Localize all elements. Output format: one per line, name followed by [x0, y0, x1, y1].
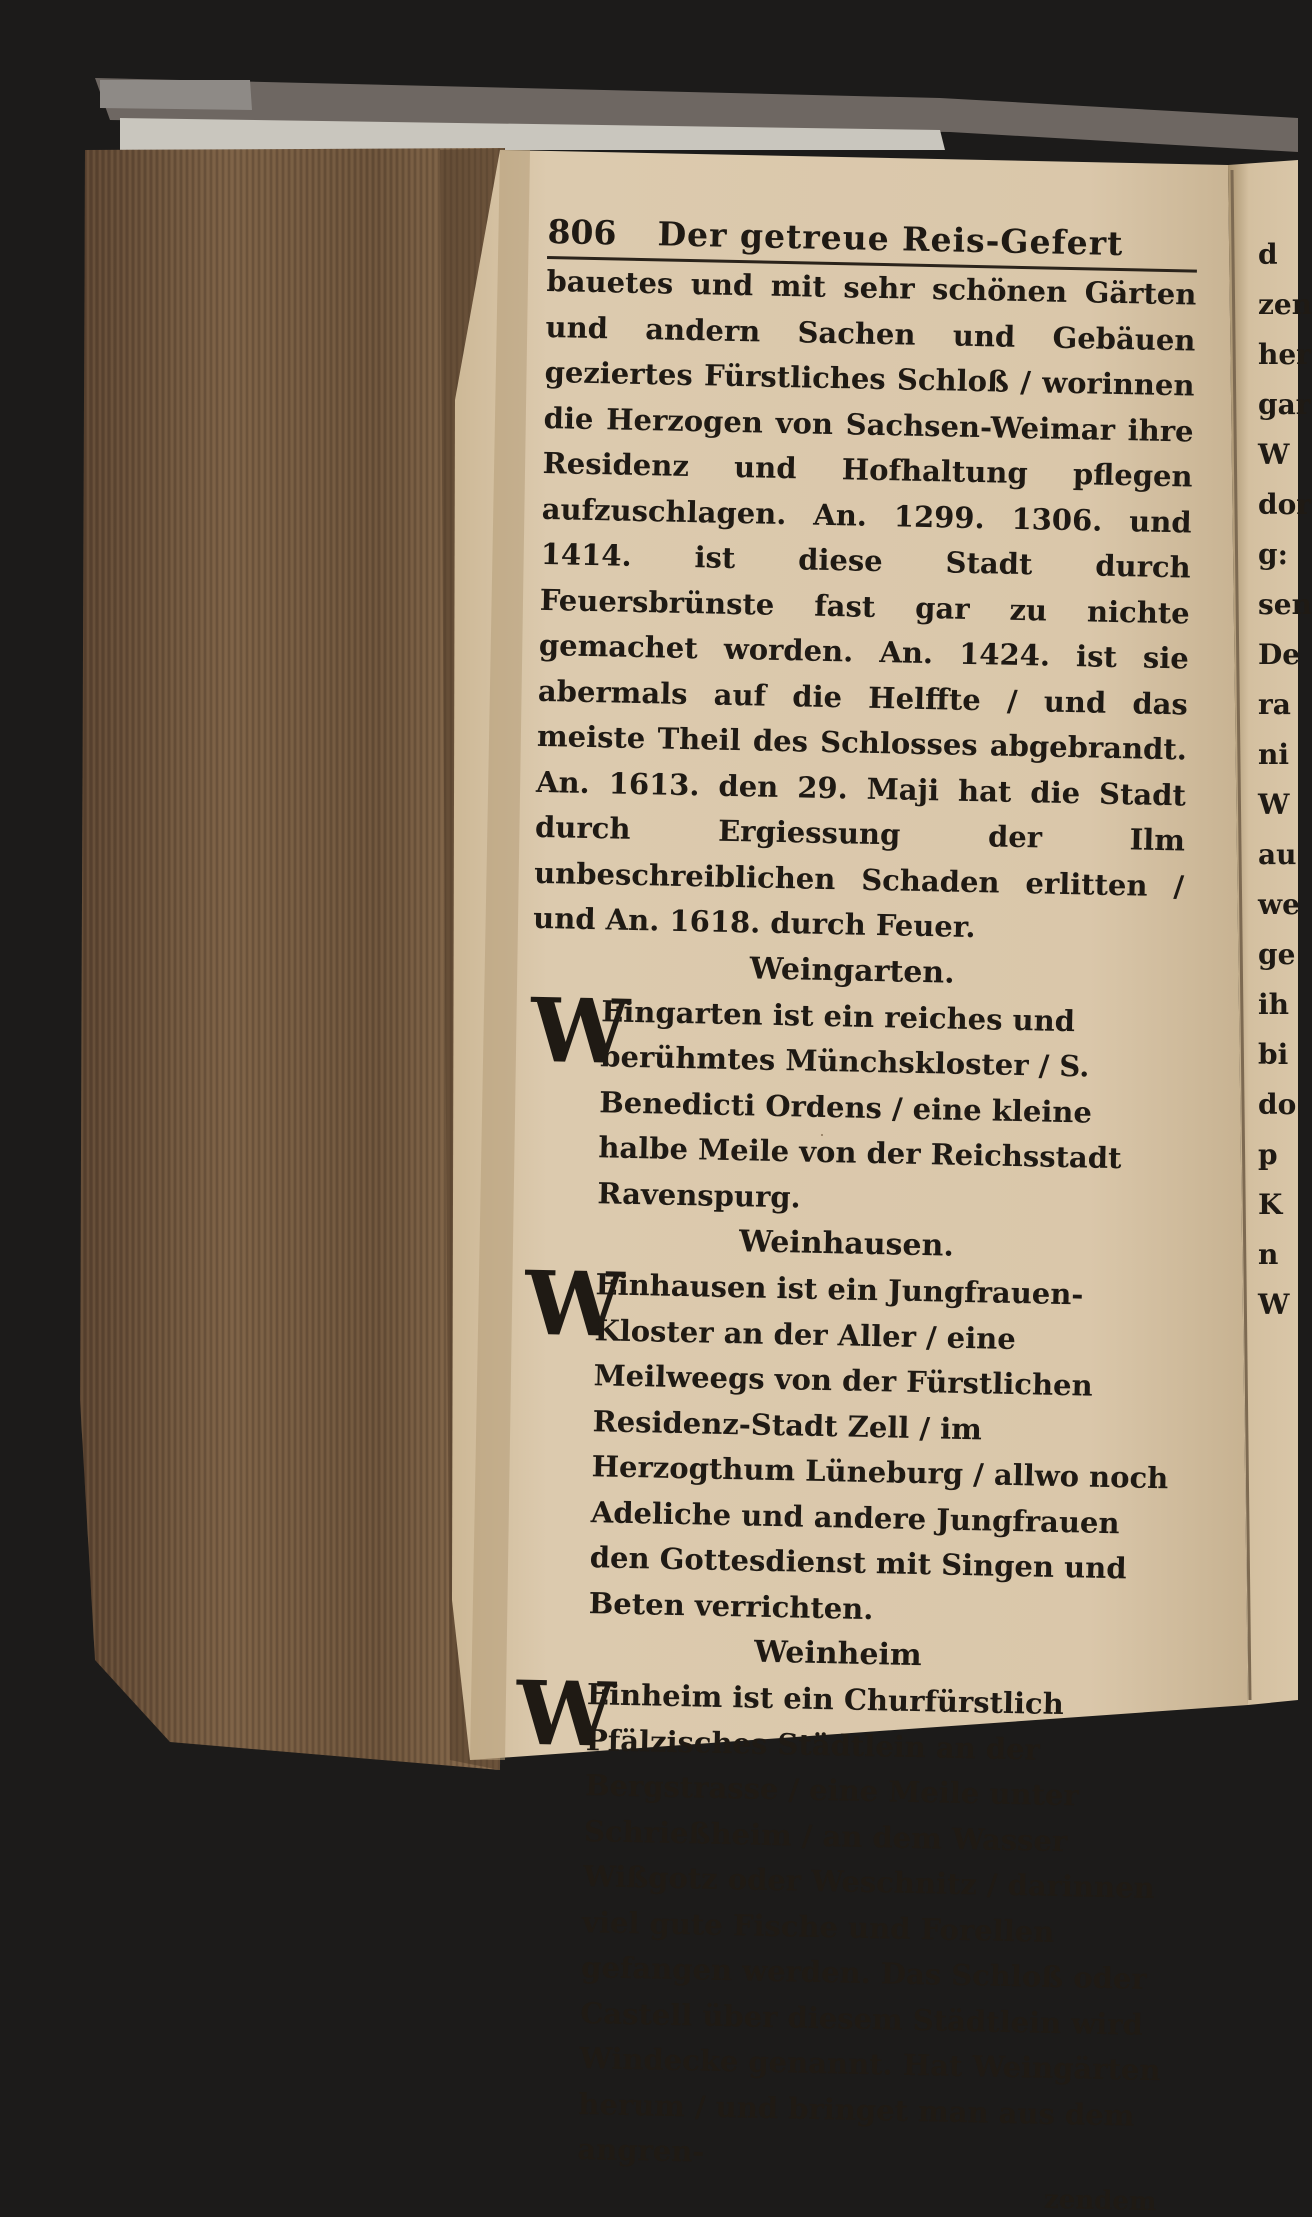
- fragment: zen: [1258, 288, 1312, 321]
- fragment: d: [1258, 238, 1278, 271]
- page-block-edge: [80, 148, 505, 1770]
- fragment: bi: [1258, 1038, 1289, 1071]
- fragment: ra: [1258, 688, 1291, 721]
- fragment: W: [1258, 438, 1290, 471]
- entry-body: Eingarten ist ein reiches und berühmtes Münchskloster / S. Benedicti Ordens / eine kleine halbe Meile von der Reichsstadt Ravenspurg.: [597, 993, 1122, 1215]
- fragment: sen: [1258, 588, 1312, 621]
- fragment: n: [1258, 1238, 1279, 1271]
- drop-cap: W: [515, 1660, 617, 1767]
- fragment: we: [1258, 888, 1300, 921]
- page-number: 806: [547, 212, 617, 253]
- fragment: dor: [1258, 488, 1312, 521]
- entry-weingarten: [527, 977, 1182, 1228]
- fragment: do: [1258, 1088, 1297, 1121]
- running-title: Der getreue Reis-Gefert: [657, 214, 1124, 264]
- fragment: au: [1258, 838, 1297, 871]
- entry-weinheim: [507, 1660, 1177, 2185]
- entry-heading-weinhausen: Weinhausen.: [738, 1224, 955, 1264]
- fragment: De: [1258, 638, 1301, 671]
- entry-weinhausen: [518, 1250, 1180, 1639]
- fragment: gar: [1258, 388, 1311, 421]
- fragment: ge: [1258, 938, 1296, 971]
- drop-cap: W: [529, 977, 631, 1084]
- fragment: W: [1258, 788, 1290, 821]
- fragment: g:: [1258, 538, 1288, 571]
- catchword: zendem: [1043, 2184, 1157, 2217]
- fragment: her: [1258, 338, 1311, 371]
- drop-cap: W: [524, 1250, 626, 1357]
- continuation-paragraph: bauetes und mit sehr schönen Gärten und andern Sachen und Gebäuen geziertes Fürstliches Schloß / worinnen die Herzogen von Sachsen-Weimar ihre Residenz und Hofhaltung pflegen aufzuschlagen. An. 1299. 1306. und 1414. ist diese Stadt durch Feuersbrünste fast gar zu nichte gemachet worden. An. 1424. ist sie abermals auf die Helffte / und das meiste Theil des Schlosses abgebrandt. An. 1613. den 29. Maji hat die Stadt durch Ergiessung der Ilm unbeschreiblichen Schaden erlitten / und An. 1618. durch Feuer.: [532, 263, 1197, 945]
- fragment: ih: [1258, 988, 1289, 1021]
- right-page-fragments: [1258, 230, 1312, 1330]
- fragment: W: [1258, 1288, 1290, 1321]
- entry-heading-weinheim: Weinheim: [753, 1634, 922, 1674]
- left-page-text: [506, 212, 1218, 2217]
- fragment: K: [1258, 1188, 1283, 1221]
- entry-heading-weingarten: Weingarten.: [749, 950, 956, 991]
- entry-body: Einheim ist ein Churfürstlich Pfälzisches Städtlein an der Bergstrasse / eine Meile unter Schrießheim / an dem Wasser Wißgotz oder Weschnitz / darinnen viel gute Fische und Forellen gefangen werden. Das Schloß oder Castell über diesem Städtlein wird Windecke genannt. Hat Weingärten herum / und bringet man aus dem angren-: [577, 1677, 1161, 2169]
- fragment: ni: [1258, 738, 1289, 771]
- fragment: p: [1258, 1138, 1278, 1171]
- entry-body: Einhausen ist ein Jungfrauen-Kloster an der Aller / eine Meilweegs von der Fürstlichen Residenz-Stadt Zell / im Herzogthum Lüneburg / allwo noch Adeliche und andere Jungfrauen den Gottesdienst mit Singen und Beten verrichten.: [588, 1267, 1169, 1626]
